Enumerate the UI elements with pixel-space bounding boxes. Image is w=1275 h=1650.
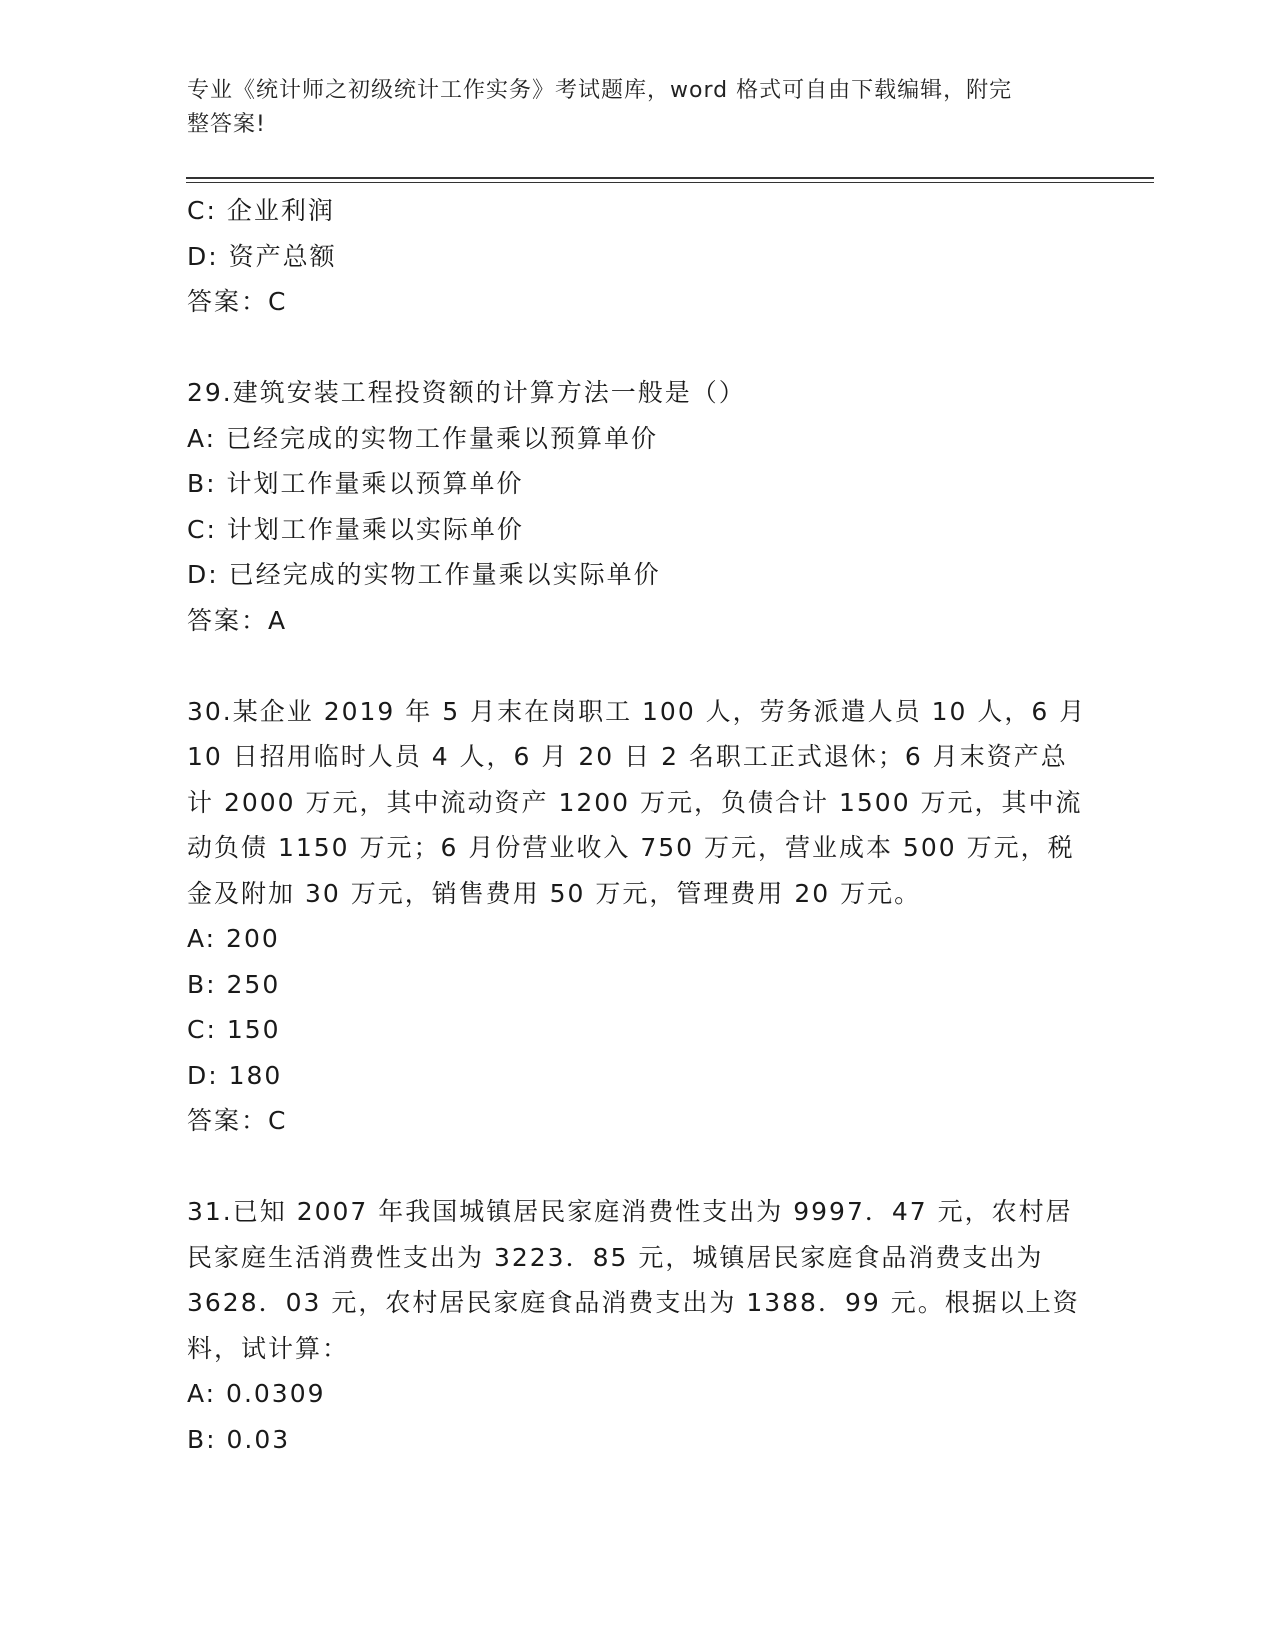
- question-29: [187, 370, 1087, 643]
- spacer: [187, 1144, 1087, 1190]
- q30-stem-line: 动负债 1150 万元；6 月份营业收入 750 万元，营业成本 500 万元，税: [187, 833, 1075, 862]
- q30-stem-line: 计 2000 万元，其中流动资产 1200 万元，负债合计 1500 万元，其中流: [187, 787, 1083, 817]
- spacer: [187, 325, 1087, 371]
- spacer: [187, 643, 1087, 689]
- question-28-tail: [187, 188, 1087, 325]
- document-header: [187, 74, 1087, 142]
- q30-stem-line: 金及附加 30 万元，销售费用 50 万元，管理费用 20 万元。: [187, 878, 922, 908]
- q28-answer: 答案：C: [187, 287, 288, 316]
- header-divider-thin: [186, 182, 1154, 183]
- q31-stem-line: 31.已知 2007 年我国城镇居民家庭消费性支出为 9997．47 元，农村居: [187, 1197, 1073, 1226]
- q31-stem-line: 3628．03 元，农村居民家庭食品消费支出为 1388．99 元。根据以上资: [187, 1288, 1080, 1317]
- q29-option-a: A: 已经完成的实物工作量乘以预算单价: [187, 423, 659, 453]
- q30-option-a: A: 200: [187, 924, 280, 953]
- q29-option-d: D: 已经完成的实物工作量乘以实际单价: [187, 560, 661, 589]
- q29-option-b: B: 计划工作量乘以预算单价: [187, 469, 524, 498]
- q30-option-d: D: 180: [187, 1060, 283, 1090]
- question-30: [187, 689, 1087, 1144]
- q30-stem-line: 10 日招用临时人员 4 人，6 月 20 日 2 名职工正式退休；6 月末资产总: [187, 742, 1068, 771]
- q29-answer: 答案：A: [187, 605, 288, 635]
- q28-option-c: C: 企业利润: [187, 196, 335, 225]
- question-content: [187, 188, 1087, 1462]
- q30-option-b: B: 250: [187, 969, 281, 999]
- q30-option-c: C: 150: [187, 1015, 281, 1044]
- q28-option-d: D: 资产总额: [187, 241, 337, 271]
- question-31: [187, 1189, 1087, 1462]
- q30-stem-line: 30.某企业 2019 年 5 月末在岗职工 100 人，劳务派遣人员 10 人，6 月: [187, 696, 1087, 726]
- header-divider-thick: [186, 177, 1154, 179]
- q31-stem-line: 料，试计算：: [187, 1333, 350, 1363]
- header-line-1: 专业《统计师之初级统计工作实务》考试题库，word 格式可自由下载编辑，附完: [187, 78, 1013, 103]
- q29-stem: 29.建筑安装工程投资额的计算方法一般是（）: [187, 378, 746, 407]
- q30-answer: 答案：C: [187, 1106, 288, 1135]
- q31-option-a: A: 0.0309: [187, 1379, 326, 1408]
- q29-option-c: C: 计划工作量乘以实际单价: [187, 514, 524, 544]
- header-line-2: 整答案!: [187, 112, 266, 137]
- q31-stem-line: 民家庭生活消费性支出为 3223．85 元，城镇居民家庭食品消费支出为: [187, 1242, 1044, 1272]
- q31-option-b: B: 0.03: [187, 1424, 291, 1454]
